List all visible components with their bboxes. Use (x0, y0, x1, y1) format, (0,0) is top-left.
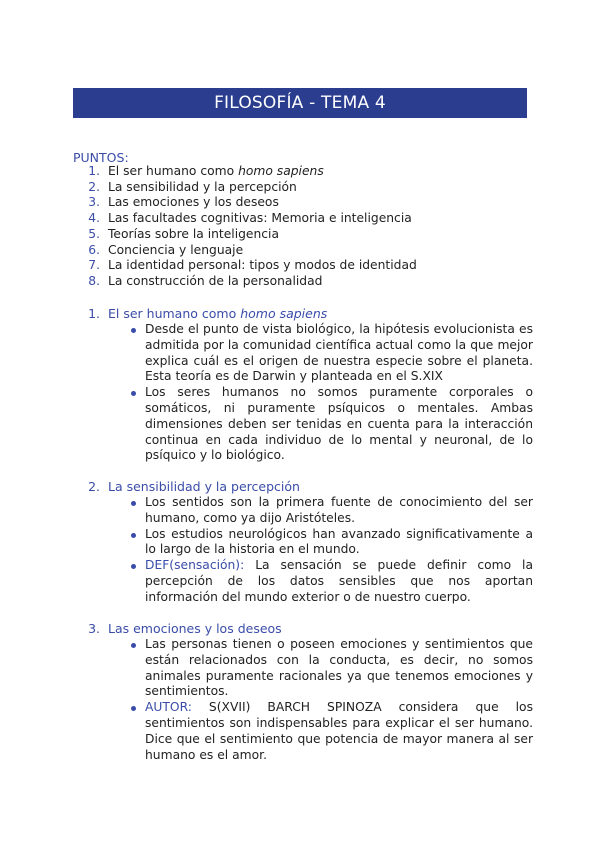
puntos-label: PUNTOS: (73, 150, 129, 165)
list-item: AUTOR: S(XVII) BARCH SPINOZA considera que los sentimientos son indispensables para explicar el ser humano. Dice que el sentimiento que potencia de mayor manera al ser humano es el amor. (73, 700, 533, 763)
bullet-list (73, 322, 533, 464)
section-1 (73, 306, 533, 464)
list-item: Las personas tienen o poseen emociones y sentimientos que están relacionados con la conducta, es decir, no somos animales puramente racionales ya que tenemos emociones y sentimientos. (73, 637, 533, 700)
author-label: AUTOR: (145, 700, 192, 715)
section-heading: 2. La sensibilidad y la percepción (88, 479, 300, 494)
bullet-icon (131, 643, 136, 648)
list-item: Desde el punto de vista biológico, la hipótesis evolucionista es admitida por la comunidad científica actual como la que mejor explica cuál es el origen de nuestra especie sobre el planeta. Esta teoría es de Darwin y planteada en el S.XIX (73, 322, 533, 385)
toc-item: 1. El ser humano como homo sapiens (88, 164, 324, 178)
section-heading: 1. El ser humano como homo sapiens (88, 306, 328, 321)
toc-item: 6. Conciencia y lenguaje (88, 242, 244, 257)
list-item: DEF(sensación): La sensación se puede definir como la percepción de los datos sensibles que nos aportan información del mundo exterior o de nuestro cuerpo. (73, 558, 533, 605)
definition-label: DEF(sensación): (145, 558, 245, 573)
section-3 (73, 621, 533, 763)
list-item: Los sentidos son la primera fuente de conocimiento del ser humano, como ya dijo Aristóteles. (73, 495, 533, 527)
bullet-list (73, 495, 533, 606)
bullet-list (73, 637, 533, 763)
section-2 (73, 479, 533, 606)
list-item: Los seres humanos no somos puramente corporales o somáticos, ni puramente psíquicos o mentales. Ambas dimensiones deben ser tenidas en cuenta para la interacción continua en cada individuo de lo mental y neuronal, de lo psíquico y lo biológico. (73, 385, 533, 464)
toc-item: 8. La construcción de la personalidad (88, 273, 323, 288)
bullet-icon (131, 706, 136, 711)
toc-item: 7. La identidad personal: tipos y modos de identidad (88, 258, 417, 273)
section-heading: 3. Las emociones y los deseos (88, 621, 282, 636)
bullet-icon (131, 501, 136, 506)
page-title: FILOSOFÍA - TEMA 4 (73, 88, 527, 118)
bullet-icon (131, 391, 136, 396)
toc-list (73, 164, 533, 290)
toc-item: 2. La sensibilidad y la percepción (88, 179, 297, 194)
toc-item: 3. Las emociones y los deseos (88, 195, 279, 210)
bullet-icon (131, 328, 136, 333)
toc-item: 5. Teorías sobre la inteligencia (88, 226, 279, 241)
toc-item: 4. Las facultades cognitivas: Memoria e inteligencia (88, 211, 412, 226)
bullet-icon (131, 533, 136, 538)
list-item: Los estudios neurológicos han avanzado significativamente a lo largo de la historia en el mundo. (73, 527, 533, 559)
bullet-icon (131, 564, 136, 569)
